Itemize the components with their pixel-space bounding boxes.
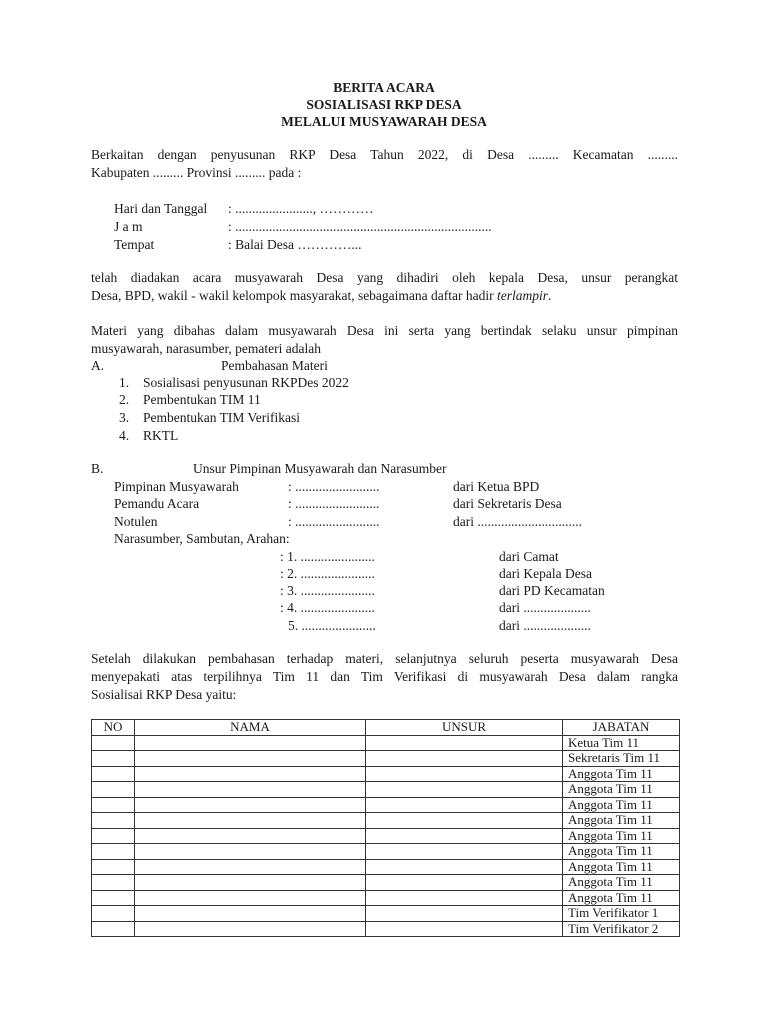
list-item: Pembentukan TIM Verifikasi [143,410,300,425]
narasumber-from: dari .................... [499,618,591,633]
narasumber-value: : 2. ...................... [280,566,375,581]
cell-nama[interactable] [135,844,366,860]
table-row [92,906,680,922]
cell-jabatan: Anggota Tim 11 [563,844,680,860]
cell-unsur[interactable] [366,782,563,798]
section-b-letter: B. [91,461,104,476]
cell-jabatan: Tim Verifikator 1 [563,906,680,922]
cell-jabatan: Anggota Tim 11 [563,828,680,844]
cell-no[interactable] [92,766,135,782]
cell-nama[interactable] [135,766,366,782]
closing-line-2: menyepakati atas terpilihnya Tim 11 dan Tim Verifikasi di musyawarah Desa dalam rangka [91,669,678,684]
list-item: RKTL [143,428,179,443]
table-row [92,813,680,829]
attendance-line-2-text: Desa, BPD, wakil - wakil kelompok masyarakat, sebagaimana daftar hadir [91,288,497,303]
cell-nama[interactable] [135,921,366,937]
cell-unsur[interactable] [366,890,563,906]
narasumber-value: : 1. ...................... [280,549,375,564]
team-table [91,719,680,937]
table-row [92,859,680,875]
attendance-line-2 [91,287,678,305]
cell-unsur[interactable] [366,844,563,860]
role-label: Pimpinan Musyawarah [114,479,239,494]
schedule-value-place: : Balai Desa …………... [228,237,362,252]
cell-jabatan: Anggota Tim 11 [563,797,680,813]
cell-no[interactable] [92,859,135,875]
closing-line-1: Setelah dilakukan pembahasan terhadap materi, selanjutnya seluruh peserta musyawarah Desa [91,651,678,666]
list-number: 4. [119,428,130,443]
schedule-label-date: Hari dan Tanggal [114,201,208,216]
table-row [92,735,680,751]
cell-nama[interactable] [135,875,366,891]
narasumber-label: Narasumber, Sambutan, Arahan: [114,531,290,546]
cell-nama[interactable] [135,859,366,875]
table-row [92,921,680,937]
narasumber-value: 5. ...................... [288,618,376,633]
cell-no[interactable] [92,751,135,767]
cell-unsur[interactable] [366,859,563,875]
narasumber-value: : 3. ...................... [280,583,375,598]
role-value: : ......................... [288,479,380,494]
section-a-title: Pembahasan Materi [221,358,328,373]
materi-line-2: musyawarah, narasumber, pemateri adalah [91,341,321,356]
cell-jabatan: Anggota Tim 11 [563,813,680,829]
cell-jabatan: Ketua Tim 11 [563,735,680,751]
attendance-italic: terlampir [497,288,549,303]
list-number: 3. [119,410,130,425]
narasumber-from: dari PD Kecamatan [499,583,605,598]
table-row [92,782,680,798]
materi-paragraph [91,322,678,358]
cell-unsur[interactable] [366,751,563,767]
section-a-letter: A. [91,358,105,373]
cell-unsur[interactable] [366,813,563,829]
role-from: dari ............................... [453,514,582,529]
cell-no[interactable] [92,735,135,751]
doc-subtitle-2: MELALUI MUSYAWARAH DESA [281,114,487,129]
intro-line-2: Kabupaten ......... Provinsi ......... pada : [91,165,302,180]
narasumber-value: : 4. ...................... [280,600,375,615]
list-number: 2. [119,392,130,407]
schedule-label-place: Tempat [114,237,155,252]
cell-jabatan: Anggota Tim 11 [563,859,680,875]
cell-unsur[interactable] [366,735,563,751]
narasumber-from: dari .................... [499,600,591,615]
schedule-value-time: : ............................................................................ [228,219,492,234]
cell-unsur[interactable] [366,828,563,844]
cell-no[interactable] [92,875,135,891]
table-header-row [92,720,680,736]
role-value: : ......................... [288,514,380,529]
schedule-value-date: : ......................., ………… [228,201,374,216]
column-header-no: NO [92,720,135,736]
cell-no[interactable] [92,906,135,922]
intro-paragraph [91,146,678,182]
narasumber-from: dari Kepala Desa [499,566,592,581]
cell-no[interactable] [92,797,135,813]
cell-nama[interactable] [135,828,366,844]
list-item: Sosialisasi penyusunan RKPDes 2022 [143,375,349,390]
cell-nama[interactable] [135,906,366,922]
doc-subtitle: SOSIALISASI RKP DESA [306,97,462,112]
attendance-line-2-end: . [548,288,552,303]
cell-nama[interactable] [135,890,366,906]
cell-no[interactable] [92,844,135,860]
table-row [92,890,680,906]
table-row [92,828,680,844]
table-row [92,875,680,891]
materi-line-1: Materi yang dibahas dalam musyawarah Desa ini serta yang bertindak selaku unsur pimpinan [91,323,678,338]
role-label: Pemandu Acara [114,496,200,511]
cell-unsur[interactable] [366,921,563,937]
column-header-jabatan: JABATAN [563,720,680,736]
cell-nama[interactable] [135,797,366,813]
role-label: Notulen [114,514,158,529]
column-header-unsur: UNSUR [366,720,563,736]
cell-jabatan: Anggota Tim 11 [563,875,680,891]
cell-unsur[interactable] [366,906,563,922]
cell-no[interactable] [92,828,135,844]
narasumber-from: dari Camat [499,549,559,564]
cell-jabatan: Anggota Tim 11 [563,766,680,782]
cell-no[interactable] [92,921,135,937]
cell-jabatan: Anggota Tim 11 [563,890,680,906]
table-row [92,751,680,767]
closing-line-3: Sosialisai RKP Desa yaitu: [91,687,237,702]
cell-jabatan: Sekretaris Tim 11 [563,751,680,767]
cell-nama[interactable] [135,813,366,829]
role-from: dari Sekretaris Desa [453,496,562,511]
table-row [92,844,680,860]
list-item: Pembentukan TIM 11 [143,392,261,407]
cell-nama[interactable] [135,751,366,767]
cell-unsur[interactable] [366,875,563,891]
list-number: 1. [119,375,130,390]
doc-title: BERITA ACARA [333,80,435,95]
attendance-paragraph [91,269,678,305]
cell-nama[interactable] [135,735,366,751]
cell-no[interactable] [92,782,135,798]
cell-unsur[interactable] [366,797,563,813]
role-value: : ......................... [288,496,380,511]
table-row [92,797,680,813]
role-from: dari Ketua BPD [453,479,540,494]
intro-line-1: Berkaitan dengan penyusunan RKP Desa Tahun 2022, di Desa ......... Kecamatan ......... [91,147,678,162]
column-header-nama: NAMA [135,720,366,736]
cell-no[interactable] [92,813,135,829]
table-row [92,766,680,782]
cell-jabatan: Tim Verifikator 2 [563,921,680,937]
cell-nama[interactable] [135,782,366,798]
cell-no[interactable] [92,890,135,906]
closing-paragraph [91,650,678,704]
attendance-line-1: telah diadakan acara musyawarah Desa yang dihadiri oleh kepala Desa, unsur perangkat [91,270,678,285]
schedule-label-time: J a m [114,219,143,234]
section-b-title: Unsur Pimpinan Musyawarah dan Narasumber [193,461,447,476]
cell-jabatan: Anggota Tim 11 [563,782,680,798]
cell-unsur[interactable] [366,766,563,782]
